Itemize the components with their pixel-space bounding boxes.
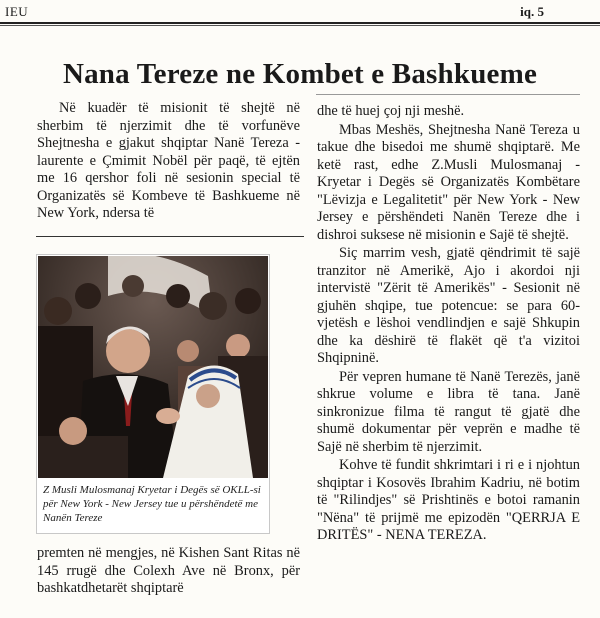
header-rule-thin (0, 25, 600, 26)
section-rule-right (316, 94, 580, 95)
paragraph-works: Për vepren humane të Nanë Terezës, janë shkrue volume e libra të tana. Janë sinkronizue filma të rangut të gjatë dhe shumë dokumentar për veprën e madhe të Sajë në sherbim të njerzimit. (317, 368, 580, 455)
photo-image (38, 256, 268, 478)
paragraph-interview: Siç marrim vesh, gjatë qëndrimit të sajë tranzitor në Amerikë, Ajo i akordoi nji intervistë "Zërit të Amerikës" - Sesionit në gjuhën shqipe, tue potencue: se para 60-vjetësh e lëshoi vendlindjen e sajë Shkupin dhe ka dëshirë të flakët që t'a vizitoi Shqipninë. (317, 245, 580, 366)
paragraph-continuation: premten në mengjes, në Kishen Sant Ritas në 145 rrugë dhe Colexh Ave në Bronx, për bashkatdhetarët shqiptarë (37, 545, 300, 596)
paragraph-intro: Në kuadër të misionit të shejtë në sherbim të njerzimit dhe të vorfunëve Shejtnesha e gjakut shqiptar Nanë Tereza - laurente e Çmimit Nobël për paqë, të ejtën me 16 qershor foli në sesionin special të Organizatës së Kombeve të Bashkueme në New York, ndersa të (37, 100, 300, 221)
photo-frame (36, 254, 270, 534)
left-column-bottom (37, 545, 300, 598)
photo-caption: Z Musli Mulosmanaj Kryetar i Degës së OKLL-si për New York - New Jersey tue u përshëndetë me Nanën Tereze (43, 484, 261, 524)
paragraph-meeting: Mbas Meshës, Shejtnesha Nanë Tereza u takue dhe bisedoi me shumë shqiptarë. Me ketë rast, edhe Z.Musli Mulosmanaj - Kryetar i Degës së Organizatës Kombëtare "Lëvizja e Legalitetit" për New York - New Jersey e përshëndeti Nanën Tereze dhe i dishroi suksese në misionin e Sajë të shejtë. (317, 121, 580, 243)
photo-illustration (38, 256, 268, 478)
section-rule-left (36, 236, 304, 237)
paragraph-novel: Kohve të fundit shkrimtari i ri e i njohtun shqiptar i Kosovës Ibrahim Kadriu, në botim të "Rilindjes" së Prishtinës e botoi ramanin "Nëna" të prijmë me epizodën "QERRJA E DRITËS" - NENA TEREZA. (317, 457, 580, 543)
header-publication-label: IEU (5, 4, 29, 19)
article-title: Nana Tereze ne Kombet e Bashkueme (62, 58, 538, 90)
left-column-top (37, 100, 300, 223)
paragraph-continued: dhe të huej çoj nji meshë. (317, 103, 465, 119)
header-rule (0, 22, 600, 24)
header-page-number: iq. 5 (520, 4, 544, 19)
right-column (317, 103, 580, 545)
